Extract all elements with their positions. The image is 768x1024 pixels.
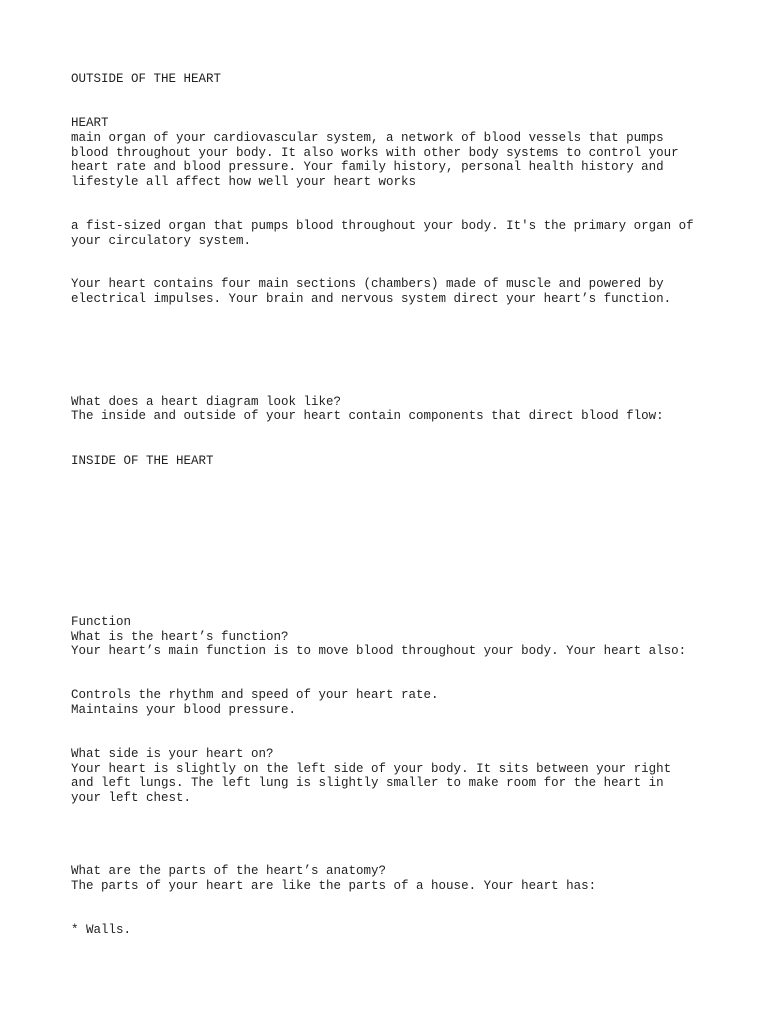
function-answer: Your heart’s main function is to move blood throughout your body. Your heart also:	[71, 644, 687, 658]
side-answer-line-1: Your heart is slightly on the left side of your body. It sits between your right	[71, 762, 672, 776]
chambers-line-2: electrical impulses. Your brain and nervous system direct your heart’s function.	[71, 292, 672, 306]
outside-heading: OUTSIDE OF THE HEART	[71, 72, 222, 86]
side-answer-line-3: your left chest.	[71, 791, 192, 805]
fist-sized-line-1: a fist-sized organ that pumps blood throughout your body. It's the primary organ of	[71, 219, 694, 233]
diagram-answer: The inside and outside of your heart contain components that direct blood flow:	[71, 409, 664, 423]
inside-heading: INSIDE OF THE HEART	[71, 454, 214, 468]
function-item-2: Maintains your blood pressure.	[71, 703, 297, 717]
heart-definition-line-1: main organ of your cardiovascular system, a network of blood vessels that pumps	[71, 131, 664, 145]
heart-definition-line-3: heart rate and blood pressure. Your family history, personal health history and	[71, 160, 664, 174]
diagram-question: What does a heart diagram look like?	[71, 395, 342, 409]
function-question: What is the heart’s function?	[71, 630, 289, 644]
chambers-line-1: Your heart contains four main sections (chambers) made of muscle and powered by	[71, 277, 664, 291]
anatomy-item-walls: * Walls.	[71, 923, 132, 937]
anatomy-answer: The parts of your heart are like the parts of a house. Your heart has:	[71, 879, 597, 893]
side-answer-line-2: and left lungs. The left lung is slightly smaller to make room for the heart in	[71, 776, 664, 790]
heart-definition-line-2: blood throughout your body. It also works with other body systems to control your	[71, 146, 679, 160]
anatomy-question: What are the parts of the heart’s anatomy?	[71, 864, 387, 878]
fist-sized-line-2: your circulatory system.	[71, 234, 252, 248]
heart-definition-line-4: lifestyle all affect how well your heart works	[71, 175, 417, 189]
function-heading: Function	[71, 615, 132, 629]
heart-heading: HEART	[71, 116, 109, 130]
side-question: What side is your heart on?	[71, 747, 274, 761]
function-item-1: Controls the rhythm and speed of your heart rate.	[71, 688, 439, 702]
